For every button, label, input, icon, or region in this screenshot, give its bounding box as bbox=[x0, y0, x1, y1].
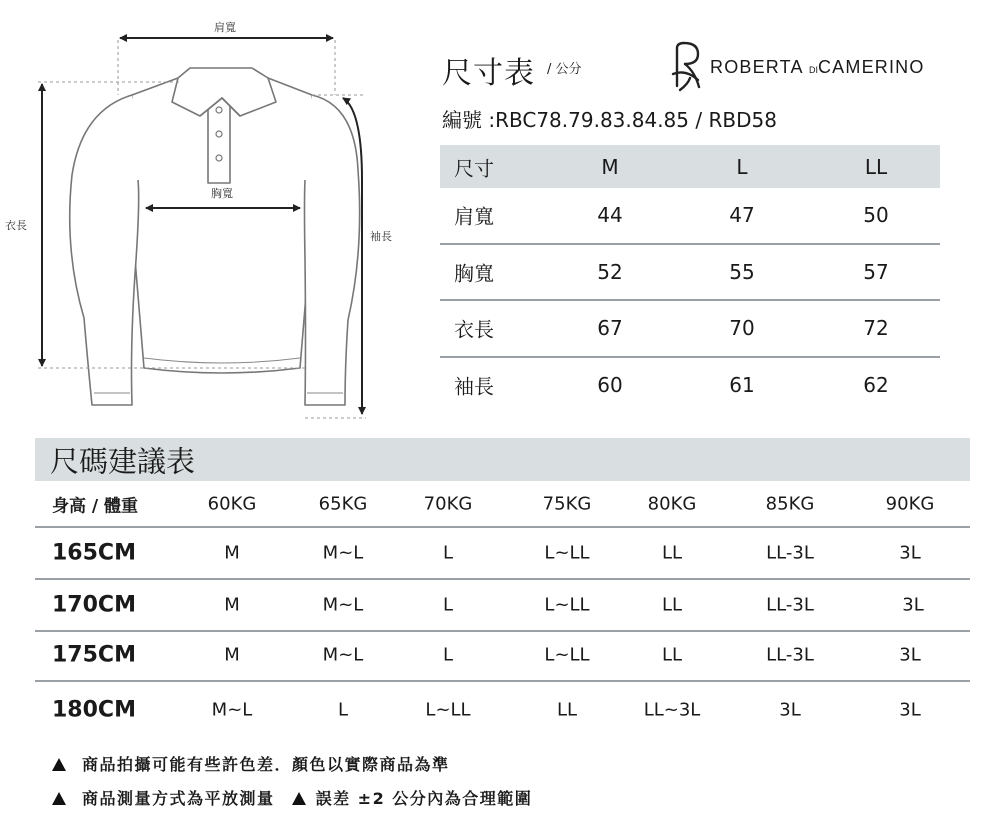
size-cell: 47 bbox=[729, 203, 755, 228]
recommended-size: LL-3L bbox=[766, 594, 814, 616]
height-weight-corner-label: 身高 / 體重 bbox=[52, 496, 139, 517]
size-cell: 50 bbox=[863, 203, 889, 228]
note-line-2 bbox=[52, 786, 532, 809]
recommended-size: M~L bbox=[322, 542, 364, 564]
recommended-size: LL~3L bbox=[643, 699, 701, 721]
note-text: 商品測量方式為平放測量 bbox=[82, 789, 275, 808]
recommendation-row bbox=[35, 528, 970, 580]
size-table-row bbox=[440, 301, 940, 358]
recommended-size: LL-3L bbox=[766, 644, 814, 666]
weight-header: 70KG bbox=[423, 493, 473, 515]
triangle-bullet-icon bbox=[52, 758, 66, 771]
size-cell: 70 bbox=[729, 316, 755, 341]
size-cell: 61 bbox=[729, 372, 755, 397]
recommended-size: 3L bbox=[902, 594, 924, 616]
brand-name-di: DI bbox=[808, 65, 818, 75]
recommended-size: L~LL bbox=[544, 594, 590, 616]
recommended-size: M bbox=[224, 594, 240, 616]
recommended-size: LL bbox=[661, 644, 683, 666]
weight-header: 65KG bbox=[318, 493, 368, 515]
recommended-size: 3L bbox=[899, 542, 921, 564]
recommended-size: M~L bbox=[211, 699, 253, 721]
note-text: 商品拍攝可能有些許色差．顏色以實際商品為準 bbox=[82, 755, 450, 774]
note-line-1 bbox=[52, 752, 450, 775]
weight-header: 90KG bbox=[885, 493, 935, 515]
size-cell: 60 bbox=[597, 372, 623, 397]
size-recommendation-title-bar bbox=[35, 438, 970, 481]
size-cell: 57 bbox=[863, 259, 889, 284]
recommendation-row bbox=[35, 580, 970, 632]
weight-header: 85KG bbox=[765, 493, 815, 515]
note-text: 誤差 ±2 公分內為合理範圍 bbox=[315, 789, 533, 808]
size-table bbox=[440, 145, 940, 412]
size-table-row bbox=[440, 245, 940, 302]
recommended-size: L bbox=[442, 542, 454, 564]
recommended-size: LL-3L bbox=[766, 542, 814, 564]
size-table-row bbox=[440, 358, 940, 413]
recommended-size: L~LL bbox=[425, 699, 471, 721]
triangle-bullet-icon bbox=[52, 792, 66, 805]
recommended-size: L bbox=[442, 594, 454, 616]
size-row-label: 肩寬 bbox=[454, 204, 494, 229]
recommended-size: 3L bbox=[779, 699, 801, 721]
recommended-size: M~L bbox=[322, 644, 364, 666]
recommended-size: L~LL bbox=[544, 644, 590, 666]
size-table-row bbox=[440, 188, 940, 245]
weight-header: 75KG bbox=[542, 493, 592, 515]
brand-name bbox=[710, 57, 925, 78]
triangle-bullet-icon bbox=[292, 792, 306, 805]
size-header-cell: LL bbox=[864, 154, 888, 179]
model-number: 編號 :RBC78.79.83.84.85 / RBD58 bbox=[442, 108, 777, 132]
recommendation-header-row bbox=[35, 482, 970, 528]
size-header-cell: L bbox=[736, 154, 748, 179]
recommended-size: M~L bbox=[322, 594, 364, 616]
shirt-measurement-diagram bbox=[0, 0, 420, 430]
r-scarf-logo-icon bbox=[668, 40, 708, 92]
recommended-size: L bbox=[337, 699, 349, 721]
size-row-label: 衣長 bbox=[454, 317, 494, 342]
shoulder-width-label: 肩寬 bbox=[214, 21, 236, 34]
brand-logo bbox=[668, 40, 953, 92]
height-label: 175CM bbox=[52, 642, 136, 668]
brand-name-right: CAMERINO bbox=[817, 57, 925, 77]
size-header-cell: 尺寸 bbox=[454, 156, 494, 180]
weight-header: 60KG bbox=[207, 493, 257, 515]
recommended-size: LL bbox=[556, 699, 578, 721]
size-cell: 44 bbox=[597, 203, 623, 228]
size-header-cell: M bbox=[601, 154, 619, 179]
recommended-size: M bbox=[224, 644, 240, 666]
height-label: 170CM bbox=[52, 592, 136, 618]
size-recommendation-title: 尺碼建議表 bbox=[50, 444, 196, 478]
recommendation-row bbox=[35, 682, 970, 738]
size-cell: 72 bbox=[863, 316, 889, 341]
chest-width-label: 胸寬 bbox=[211, 187, 233, 200]
recommended-size: L bbox=[442, 644, 454, 666]
size-cell: 67 bbox=[597, 316, 623, 341]
recommended-size: 3L bbox=[899, 644, 921, 666]
height-label: 165CM bbox=[52, 540, 136, 566]
size-cell: 62 bbox=[863, 372, 889, 397]
size-row-label: 袖長 bbox=[454, 374, 494, 399]
size-row-label: 胸寬 bbox=[454, 261, 494, 286]
polo-shirt-icon bbox=[0, 0, 420, 430]
recommendation-row bbox=[35, 630, 970, 682]
size-cell: 55 bbox=[729, 259, 755, 284]
size-chart-unit: / 公分 bbox=[547, 62, 582, 77]
recommended-size: L~LL bbox=[544, 542, 590, 564]
recommended-size: 3L bbox=[899, 699, 921, 721]
weight-header: 80KG bbox=[647, 493, 697, 515]
brand-name-left: ROBERTA bbox=[710, 57, 803, 77]
height-label: 180CM bbox=[52, 697, 136, 723]
size-chart-title: 尺寸表 bbox=[442, 56, 535, 91]
sleeve-length-label: 袖長 bbox=[370, 230, 392, 243]
recommended-size: LL bbox=[661, 542, 683, 564]
recommended-size: M bbox=[224, 542, 240, 564]
size-cell: 52 bbox=[597, 259, 623, 284]
size-table-header bbox=[440, 145, 940, 188]
body-length-label: 衣長 bbox=[5, 219, 27, 232]
recommended-size: LL bbox=[661, 594, 683, 616]
